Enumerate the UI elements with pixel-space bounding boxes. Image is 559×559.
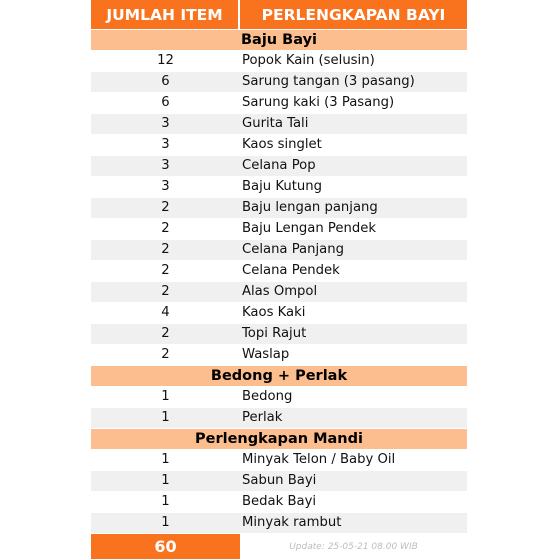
- item-quantity: 3: [161, 179, 170, 194]
- item-name: Topi Rajut: [242, 326, 307, 341]
- item-name: Sarung kaki (3 Pasang): [242, 95, 395, 110]
- table-row: [91, 92, 467, 113]
- item-quantity: 3: [161, 158, 170, 173]
- item-name: Celana Pop: [242, 158, 316, 173]
- update-note: Update: 25-05-21 08.00 WIB: [240, 534, 467, 559]
- item-name: Waslap: [242, 347, 290, 362]
- item-quantity: 1: [161, 515, 170, 530]
- table-row: [91, 344, 467, 365]
- item-quantity: 2: [161, 200, 170, 215]
- table-row: [91, 218, 467, 239]
- table-row: [91, 113, 467, 134]
- item-name: Baju lengan panjang: [242, 200, 378, 215]
- item-quantity: 6: [161, 95, 170, 110]
- item-name: Celana Panjang: [242, 242, 344, 257]
- table-row: [91, 449, 467, 470]
- item-quantity: 2: [161, 263, 170, 278]
- item-name: Sabun Bayi: [242, 473, 317, 488]
- item-name: Baju Lengan Pendek: [242, 221, 377, 236]
- item-quantity: 3: [161, 137, 170, 152]
- baby-supplies-table: [91, 0, 467, 559]
- item-name: Gurita Tali: [242, 116, 309, 131]
- table-row: [91, 470, 467, 491]
- table-row: [91, 302, 467, 323]
- table-row: [91, 260, 467, 281]
- item-name: Kaos singlet: [242, 137, 322, 152]
- item-name: Bedak Bayi: [242, 494, 317, 509]
- table-row: [91, 512, 467, 533]
- item-quantity: 1: [161, 494, 170, 509]
- item-name: Sarung tangan (3 pasang): [242, 74, 415, 89]
- item-quantity: 2: [161, 326, 170, 341]
- section-header: Perlengkapan Mandi: [91, 428, 467, 449]
- table-row: [91, 71, 467, 92]
- header-item: PERLENGKAPAN BAYI: [240, 0, 467, 29]
- item-name: Kaos Kaki: [242, 305, 306, 320]
- table-row: [91, 155, 467, 176]
- item-quantity: 1: [161, 410, 170, 425]
- table-row: [91, 386, 467, 407]
- item-name: Bedong: [242, 389, 293, 404]
- item-quantity: 12: [157, 53, 174, 68]
- table-row: [91, 134, 467, 155]
- table-row: [91, 281, 467, 302]
- total-count: 60: [91, 534, 240, 559]
- item-quantity: 2: [161, 347, 170, 362]
- item-name: Celana Pendek: [242, 263, 340, 278]
- table-row: [91, 239, 467, 260]
- item-name: Perlak: [242, 410, 283, 425]
- table-header: [91, 0, 467, 29]
- table-row: [91, 407, 467, 428]
- item-quantity: 1: [161, 452, 170, 467]
- item-quantity: 2: [161, 284, 170, 299]
- item-name: Popok Kain (selusin): [242, 53, 375, 68]
- item-quantity: 1: [161, 473, 170, 488]
- item-name: Minyak Telon / Baby Oil: [242, 452, 396, 467]
- item-quantity: 6: [161, 74, 170, 89]
- item-name: Minyak rambut: [242, 515, 342, 530]
- item-quantity: 2: [161, 242, 170, 257]
- table-row: [91, 491, 467, 512]
- item-quantity: 1: [161, 389, 170, 404]
- table-row: [91, 197, 467, 218]
- table-row: [91, 176, 467, 197]
- item-name: Baju Kutung: [242, 179, 322, 194]
- section-header: Bedong + Perlak: [91, 365, 467, 386]
- table-body: [91, 29, 467, 533]
- table-footer: [91, 533, 467, 559]
- section-header: Baju Bayi: [91, 29, 467, 50]
- table-row: [91, 50, 467, 71]
- table-row: [91, 323, 467, 344]
- item-quantity: 2: [161, 221, 170, 236]
- item-name: Alas Ompol: [242, 284, 318, 299]
- item-quantity: 3: [161, 116, 170, 131]
- header-quantity: JUMLAH ITEM: [91, 0, 240, 29]
- item-quantity: 4: [161, 305, 170, 320]
